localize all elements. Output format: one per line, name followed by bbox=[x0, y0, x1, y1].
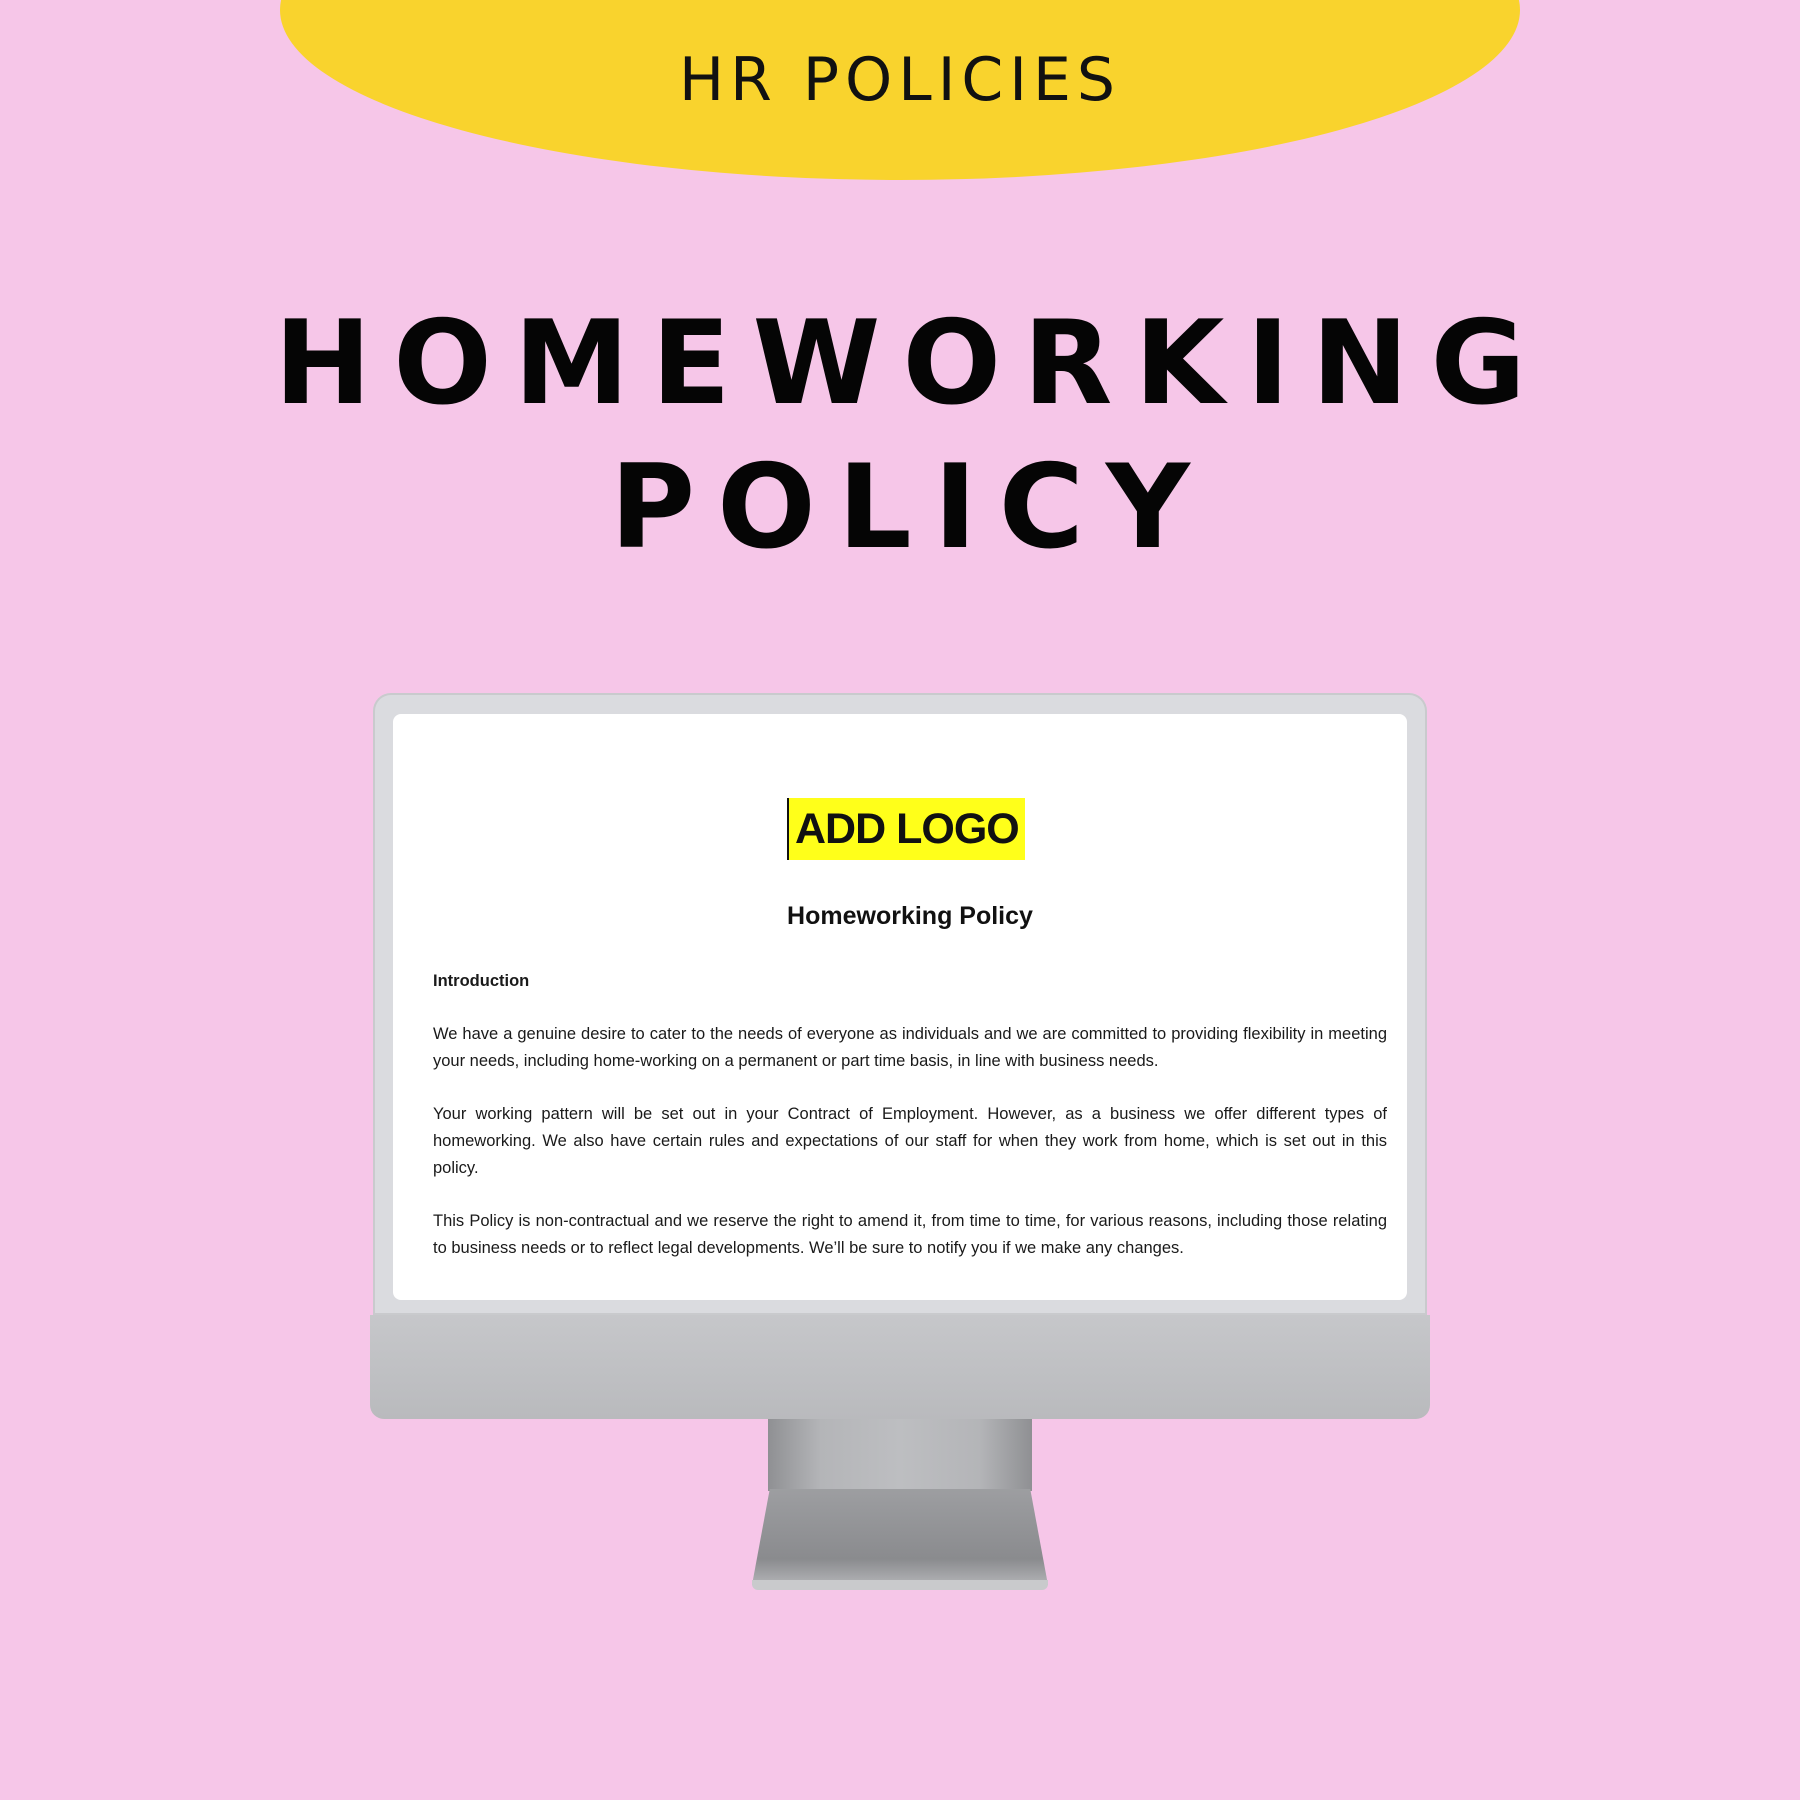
document-title: Homeworking Policy bbox=[787, 902, 1033, 930]
monitor-stand-base bbox=[752, 1489, 1048, 1589]
banner-label: HR POLICIES bbox=[679, 45, 1121, 115]
paragraph-3: This Policy is non-contractual and we reserve the right to amend it, from time to time, for various reasons, including those relating to business needs or to reflect legal developments. We’ll be sure to notify you if we make any changes. bbox=[433, 1212, 1387, 1257]
headline-line-1: HOMEWORKING bbox=[274, 296, 1548, 431]
monitor-chin bbox=[370, 1315, 1430, 1419]
monitor-stand-neck bbox=[768, 1419, 1032, 1491]
hr-policies-banner bbox=[280, 0, 1520, 180]
monitor-stand-base-edge bbox=[752, 1580, 1048, 1590]
paragraph-2: Your working pattern will be set out in your Contract of Employment. However, as a business we offer different types of homeworking. We also have certain rules and expectations of our staff for when they work from home, which is set out in this policy. bbox=[433, 1105, 1387, 1177]
paragraph-1: We have a genuine desire to cater to the needs of everyone as individuals and we are committed to providing flexibility in meeting your needs, including home-working on a permanent or part time basis, in line with business needs. bbox=[433, 1025, 1387, 1070]
monitor-screen bbox=[393, 714, 1407, 1300]
headline-line-2: POLICY bbox=[610, 440, 1212, 575]
document-body bbox=[433, 968, 1387, 1288]
section-heading-introduction: Introduction bbox=[433, 972, 530, 990]
add-logo-placeholder[interactable]: ADD LOGO bbox=[787, 798, 1025, 860]
